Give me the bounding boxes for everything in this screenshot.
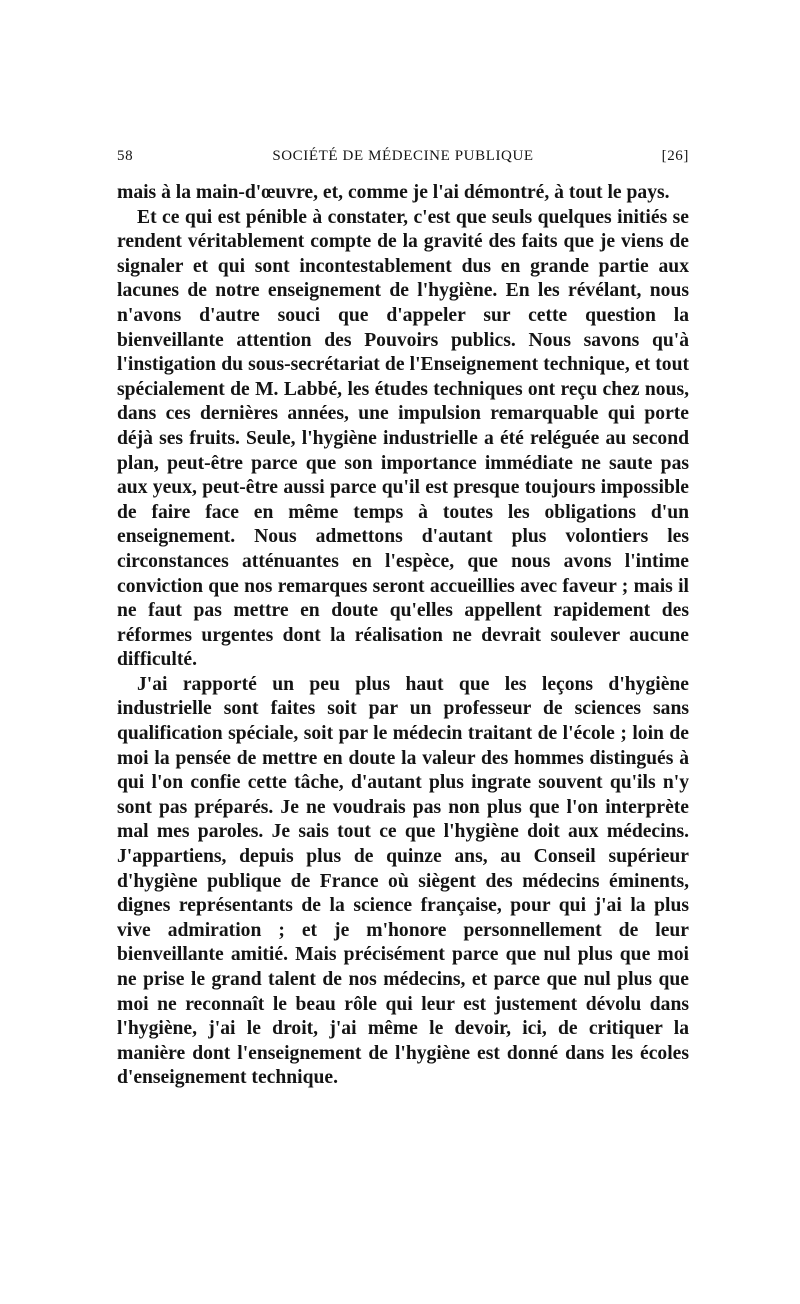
paragraph-continued: mais à la main-d'œuvre, et, comme je l'ai démontré, à tout le pays. bbox=[117, 182, 670, 203]
running-header bbox=[117, 148, 689, 172]
body-text bbox=[117, 181, 689, 1091]
paragraph: Et ce qui est pénible à constater, c'est que seuls quelques initiés se rendent véritablement compte de la gravité des faits que je viens de signaler et qui sont incontestablement dus en grande partie aux lacunes de notre enseignement de l'hygiène. En les révélant, nous n'avons d'autre souci que d'appeler sur cette question la bienveillante attention des Pouvoirs publics. Nous savons qu'à l'instigation du sous-secrétariat de l'Enseignement technique, et tout spécialement de M. Labbé, les études techniques ont reçu chez nous, dans ces dernières années, une impulsion remarquable qui porte déjà ses fruits. Seule, l'hygiène industrielle a été reléguée au second plan, peut-être parce que son importance immédiate ne saute pas aux yeux, peut-être aussi parce qu'il est presque toujours impossible de faire face en même temps à toutes les obligations d'un enseignement. Nous admettons d'autant plus volontiers les circonstances atténuantes en l'espèce, que nous avons l'intime conviction que nos remarques seront accueillies avec faveur ; mais il ne faut pas mettre en doute qu'elles appellent rapidement des réformes urgentes dont la réalisation ne devrait soulever aucune difficulté. bbox=[117, 206, 689, 671]
paragraph: J'ai rapporté un peu plus haut que les leçons d'hygiène industrielle sont faites soit par un professeur de sciences sans qualification spéciale, soit par le médecin traitant de l'école ; loin de moi la pensée de mettre en doute la valeur des hommes distingués à qui l'on confie cette tâche, d'autant plus ingrate souvent qu'ils n'y sont pas préparés. Je ne voudrais pas non plus que l'on interprète mal mes paroles. Je sais tout ce que l'hygiène doit aux médecins. J'appartiens, depuis plus de quinze ans, au Conseil supérieur d'hygiène publique de France où siègent des médecins éminents, dignes représentants de la science française, pour qui j'ai la plus vive admiration ; et je m'honore personnellement de leur bienveillante amitié. Mais précisément parce que nul plus que moi ne prise le grand talent de nos médecins, et parce que nul plus que moi ne reconnaît le beau rôle qui leur est justement dévolu dans l'hygiène, j'ai le droit, j'ai même le devoir, ici, de critiquer la manière dont l'enseignement de l'hygiène est donné dans les écoles d'enseignement technique. bbox=[117, 673, 689, 1089]
running-title: SOCIÉTÉ DE MÉDECINE PUBLIQUE bbox=[272, 148, 534, 164]
page-number: 58 bbox=[117, 148, 134, 164]
section-number: [26] bbox=[661, 148, 689, 164]
book-page bbox=[117, 148, 689, 1091]
